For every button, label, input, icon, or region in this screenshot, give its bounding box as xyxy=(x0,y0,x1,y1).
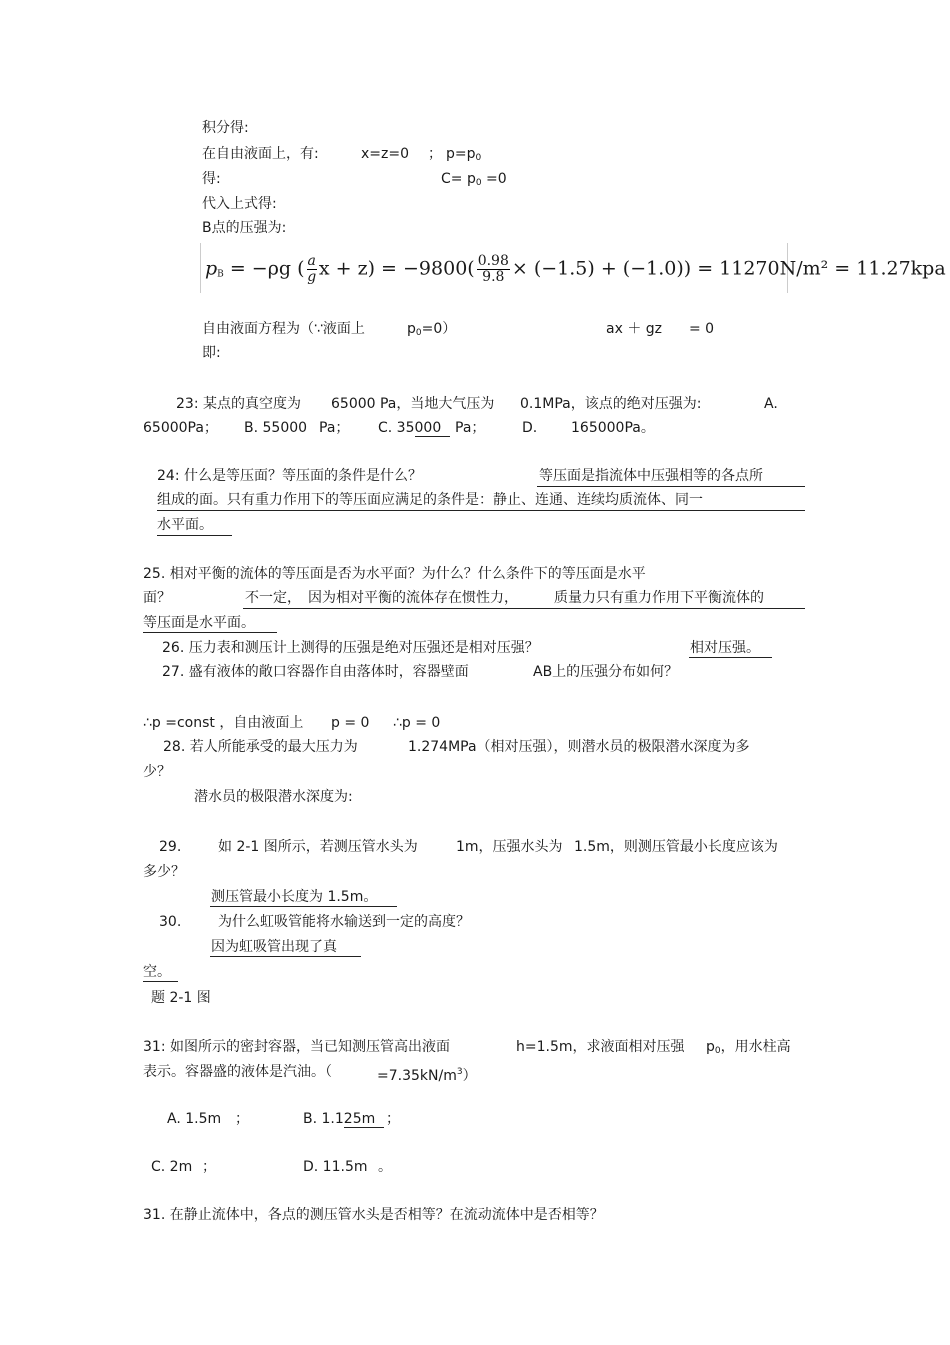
q31-option-a: A. 1.5m xyxy=(167,1111,222,1127)
q29-answer: 测压管最小长度为 1.5m。 xyxy=(211,889,378,905)
q29-number: 29. xyxy=(159,839,182,855)
q28-question-3: 少？ xyxy=(143,764,171,780)
line-ie: 即: xyxy=(202,345,221,361)
q28-answer: 潜水员的极限潜水深度为: xyxy=(194,789,353,805)
q31-option-c: C. 2m xyxy=(151,1159,193,1175)
q30-question: 为什么虹吸管能将水输送到一定的高度？ xyxy=(218,914,470,930)
q24-underline-2 xyxy=(157,510,805,511)
line-integration: 积分得: xyxy=(202,120,249,136)
q24-question: 24: 什么是等压面？等压面的条件是什么？ xyxy=(157,468,422,484)
line-free-surface-eq-zero: = 0 xyxy=(689,321,715,337)
q25-answer-4: 等压面是水平面。 xyxy=(143,615,255,631)
formula-pb: $p_B = -\rho g$ ( $\frac{a}{g}$ x + z) = −9800( $\frac{0.98}{9.8}$ × (−1.5) + (−1.0)) = 11270N/m² = 11.27kpa xyxy=(200,243,788,293)
q31-question-2: h=1.5m，求液面相对压强 xyxy=(516,1039,685,1055)
q24-answer-3: 水平面。 xyxy=(157,517,213,533)
line-free-surface-p: $p=p_0$ xyxy=(446,146,482,163)
line-free-surface-eq: ax ＋ gz xyxy=(606,321,662,337)
q28-question-2: 1.274MPa（相对压强），则潜水员的极限潜水深度为多 xyxy=(408,739,750,755)
line-free-surface-sep: ； xyxy=(428,146,442,162)
line-free-surface-label: 在自由液面上，有: xyxy=(202,146,319,162)
q26-question: 26. 压力表和测压计上测得的压强是绝对压强还是相对压强？ xyxy=(162,640,539,656)
line-free-surface-eq-label: 自由液面方程为（∵液面上 xyxy=(202,321,365,337)
line-free-surface-xz: x=z=0 xyxy=(361,146,410,162)
q31-question-4: 表示。容器盛的液体是汽油。（ xyxy=(143,1064,332,1080)
q29-question-1: 如 2-1 图所示，若测压管水头为 xyxy=(218,839,418,855)
figure-caption: 题 2-1 图 xyxy=(151,990,211,1006)
q23-option-b: B. 55000 xyxy=(244,420,308,436)
q27-question-1: 27. 盛有液体的敞口容器作自由落体时，容器壁面 xyxy=(162,664,469,680)
q30-underline-2 xyxy=(143,981,178,982)
q30-answer-1: 因为虹吸管出现了真 xyxy=(211,939,337,955)
q23-option-a-label: A. xyxy=(764,396,778,412)
q31-option-b: B. 1.125m xyxy=(303,1110,384,1128)
q23-option-c: C. 35000 xyxy=(378,419,450,437)
line-get-label: 得: xyxy=(202,171,221,187)
q31-option-a-sep: ； xyxy=(235,1111,249,1127)
q23-text-a: 23: 某点的真空度为 xyxy=(176,396,301,412)
line-get-c: $C= p_0 =0$ xyxy=(441,171,507,188)
q23-option-b-unit: Pa； xyxy=(319,420,350,436)
q31-question-1: 31: 如图所示的密封容器，当已知测压管高出液面 xyxy=(143,1039,450,1055)
q31b-question: 31. 在静止流体中，各点的测压管水头是否相等？在流动流体中是否相等？ xyxy=(143,1207,604,1223)
line-point-b: B点的压强为: xyxy=(202,220,287,236)
q28-question-1: 28. 若人所能承受的最大压力为 xyxy=(163,739,358,755)
q25-question-2: 面？ xyxy=(143,590,171,606)
q31-question-5: $=7.35kN/m^3$） xyxy=(377,1067,477,1084)
q24-answer-2: 组成的面。只有重力作用下的等压面应满足的条件是：静止、连通、连续均质流体、同一 xyxy=(157,492,703,508)
q25-underline-1 xyxy=(243,608,805,609)
q31-option-c-sep: ； xyxy=(202,1159,216,1175)
q27-answer-3: ∴p = 0 xyxy=(393,715,441,731)
q27-answer-1: ∴p =const ，自由液面上 xyxy=(143,715,304,731)
q26-underline xyxy=(689,657,772,658)
line-substitute: 代入上式得: xyxy=(202,196,277,212)
q31-option-d: D. 11.5m xyxy=(303,1159,368,1175)
q29-question-2: 1m，压强水头为 xyxy=(456,839,563,855)
q27-question-2: AB上的压强分布如何？ xyxy=(533,664,679,680)
q30-number: 30. xyxy=(159,914,182,930)
q24-underline-1 xyxy=(537,486,805,487)
q26-answer: 相对压强。 xyxy=(690,640,760,656)
q23-text-c: 0.1MPa，该点的绝对压强为: xyxy=(520,396,702,412)
q25-answer-3: 质量力只有重力作用下平衡流体的 xyxy=(554,590,764,606)
q30-answer-2: 空。 xyxy=(143,964,171,980)
q24-underline-3 xyxy=(157,535,232,536)
q23-option-d-label: D. xyxy=(522,420,538,436)
q25-answer-2: 因为相对平衡的流体存在惯性力， xyxy=(308,590,518,606)
q25-answer-1: 不一定， xyxy=(245,590,301,606)
q24-answer-1: 等压面是指流体中压强相等的各点所 xyxy=(539,468,763,484)
q31-question-3: $p_0$，用水柱高 xyxy=(706,1039,791,1056)
q23-text-b: 65000 Pa，当地大气压为 xyxy=(331,396,495,412)
q23-option-d: 165000Pa。 xyxy=(571,420,655,436)
q31-option-d-sep: 。 xyxy=(378,1159,392,1175)
q30-underline-1 xyxy=(210,956,361,957)
q23-option-c-unit: Pa； xyxy=(455,420,486,436)
q29-underline xyxy=(210,906,397,907)
q27-answer-2: p = 0 xyxy=(331,715,370,731)
line-free-surface-eq-p: $p_0=0$） xyxy=(407,321,457,338)
q29-question-4: 多少？ xyxy=(143,864,185,880)
q25-underline-2 xyxy=(143,632,277,633)
q25-question-1: 25. 相对平衡的流体的等压面是否为水平面？为什么？什么条件下的等压面是水平 xyxy=(143,566,646,582)
q31-option-b-sep: ； xyxy=(386,1111,400,1127)
q29-question-3: 1.5m，则测压管最小长度应该为 xyxy=(574,839,778,855)
q23-option-a: 65000Pa； xyxy=(143,420,218,436)
